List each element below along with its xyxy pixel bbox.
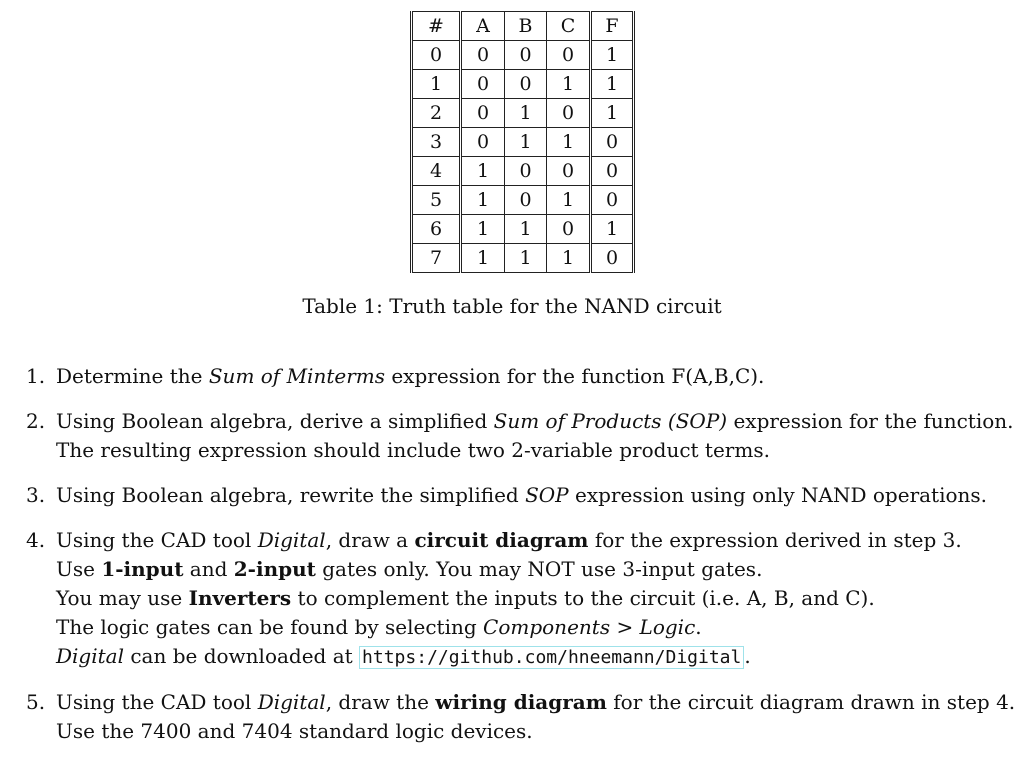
truth-table-container	[410, 11, 635, 273]
task-line	[56, 642, 1016, 672]
text-segment: You may use	[56, 586, 189, 610]
text-segment: Using the CAD tool	[56, 528, 258, 552]
cell-b: 0	[505, 186, 547, 215]
truth-table-body	[412, 12, 634, 273]
task-line	[56, 613, 1016, 642]
task-body	[56, 362, 1016, 391]
cell-f: 1	[591, 99, 634, 128]
task-line	[56, 584, 1016, 613]
header-cell-f: F	[591, 12, 634, 41]
table-row	[412, 70, 634, 99]
task-number: 5.	[26, 690, 46, 714]
italic-text: Sum of Products (SOP)	[493, 409, 728, 433]
italic-text: Digital	[56, 644, 124, 668]
header-cell-a: A	[461, 12, 505, 41]
cell-index: 2	[412, 99, 461, 128]
task-body	[56, 407, 1016, 465]
task-line	[56, 555, 1016, 584]
header-cell-c: C	[547, 12, 591, 41]
bold-text: 1-input	[101, 557, 184, 581]
task-item	[26, 481, 1016, 510]
text-segment: Use the 7400 and 7404 standard logic devices.	[56, 719, 533, 743]
text-segment: The resulting expression should include two 2-variable product terms.	[56, 438, 770, 462]
task-body	[56, 688, 1016, 746]
text-segment: expression using only NAND operations.	[568, 483, 988, 507]
text-segment: expression for the function.	[727, 409, 1014, 433]
task-line	[56, 436, 1016, 465]
cell-a: 0	[461, 41, 505, 70]
cell-a: 0	[461, 70, 505, 99]
table-header-row	[412, 12, 634, 41]
text-segment: expression for the function F(A,B,C).	[384, 364, 765, 388]
task-line	[56, 717, 1016, 746]
task-line	[56, 407, 1016, 436]
text-segment: Determine the	[56, 364, 209, 388]
text-segment: Using the CAD tool	[56, 690, 258, 714]
header-cell-index: #	[412, 12, 461, 41]
text-segment: , draw a	[325, 528, 415, 552]
text-segment: Use	[56, 557, 102, 581]
cell-index: 5	[412, 186, 461, 215]
task-body	[56, 526, 1016, 672]
cell-index: 6	[412, 215, 461, 244]
cell-c: 1	[547, 128, 591, 157]
cell-index: 3	[412, 128, 461, 157]
cell-index: 1	[412, 70, 461, 99]
cell-b: 0	[505, 41, 547, 70]
cell-c: 1	[547, 186, 591, 215]
table-row	[412, 41, 634, 70]
table-row	[412, 128, 634, 157]
text-segment: can be downloaded at	[124, 644, 360, 668]
task-body	[56, 481, 1016, 510]
italic-text: Digital	[257, 528, 326, 552]
cell-c: 0	[547, 41, 591, 70]
cell-index: 0	[412, 41, 461, 70]
cell-index: 7	[412, 244, 461, 273]
task-number: 1.	[26, 364, 46, 388]
text-segment: and	[183, 557, 234, 581]
task-line	[56, 362, 1016, 391]
bold-text: 2-input	[233, 557, 316, 581]
task-item	[26, 526, 1016, 672]
digital-download-link[interactable]: https://github.com/hneemann/Digital	[359, 646, 744, 669]
task-item	[26, 407, 1016, 465]
text-segment: Using Boolean algebra, derive a simplified	[56, 409, 494, 433]
cell-f: 0	[591, 186, 634, 215]
text-segment: .	[695, 615, 702, 639]
text-segment: The logic gates can be found by selecting	[56, 615, 484, 639]
cell-f: 1	[591, 215, 634, 244]
text-segment: Using Boolean algebra, rewrite the simplified	[56, 483, 526, 507]
table-row	[412, 157, 634, 186]
italic-text: Sum of Minterms	[208, 364, 385, 388]
text-segment: , draw the	[325, 690, 436, 714]
cell-b: 0	[505, 157, 547, 186]
cell-f: 1	[591, 41, 634, 70]
truth-table	[410, 11, 635, 273]
table-row	[412, 244, 634, 273]
cell-a: 0	[461, 128, 505, 157]
cell-index: 4	[412, 157, 461, 186]
text-segment: for the expression derived in step 3.	[588, 528, 962, 552]
italic-text: Digital	[257, 690, 326, 714]
bold-text: wiring diagram	[435, 690, 607, 714]
cell-a: 1	[461, 215, 505, 244]
cell-f: 0	[591, 157, 634, 186]
cell-f: 1	[591, 70, 634, 99]
text-segment: to complement the inputs to the circuit (i.e. A, B, and C).	[291, 586, 875, 610]
table-row	[412, 99, 634, 128]
task-line	[56, 526, 1016, 555]
italic-text: SOP	[525, 483, 569, 507]
cell-b: 1	[505, 215, 547, 244]
table-caption: Table 1: Truth table for the NAND circuit	[302, 294, 722, 318]
task-item	[26, 688, 1016, 746]
cell-c: 1	[547, 244, 591, 273]
cell-b: 1	[505, 244, 547, 273]
text-segment: .	[744, 644, 751, 668]
text-segment: for the circuit diagram drawn in step 4.	[606, 690, 1016, 714]
task-number: 4.	[26, 528, 46, 552]
bold-text: Inverters	[188, 586, 292, 610]
cell-f: 0	[591, 128, 634, 157]
task-line	[56, 688, 1016, 717]
cell-a: 0	[461, 99, 505, 128]
cell-b: 1	[505, 99, 547, 128]
cell-b: 1	[505, 128, 547, 157]
cell-c: 1	[547, 70, 591, 99]
task-list	[26, 362, 1016, 762]
table-row	[412, 186, 634, 215]
cell-b: 0	[505, 70, 547, 99]
text-segment: gates only. You may NOT use 3-input gates.	[315, 557, 763, 581]
cell-a: 1	[461, 186, 505, 215]
task-number: 2.	[26, 409, 46, 433]
cell-c: 0	[547, 157, 591, 186]
cell-c: 0	[547, 215, 591, 244]
task-line	[56, 481, 1016, 510]
cell-a: 1	[461, 157, 505, 186]
header-cell-b: B	[505, 12, 547, 41]
cell-a: 1	[461, 244, 505, 273]
task-number: 3.	[26, 483, 46, 507]
table-row	[412, 215, 634, 244]
task-item	[26, 362, 1016, 391]
cell-f: 0	[591, 244, 634, 273]
cell-c: 0	[547, 99, 591, 128]
italic-text: Components > Logic	[483, 615, 696, 639]
bold-text: circuit diagram	[414, 528, 589, 552]
